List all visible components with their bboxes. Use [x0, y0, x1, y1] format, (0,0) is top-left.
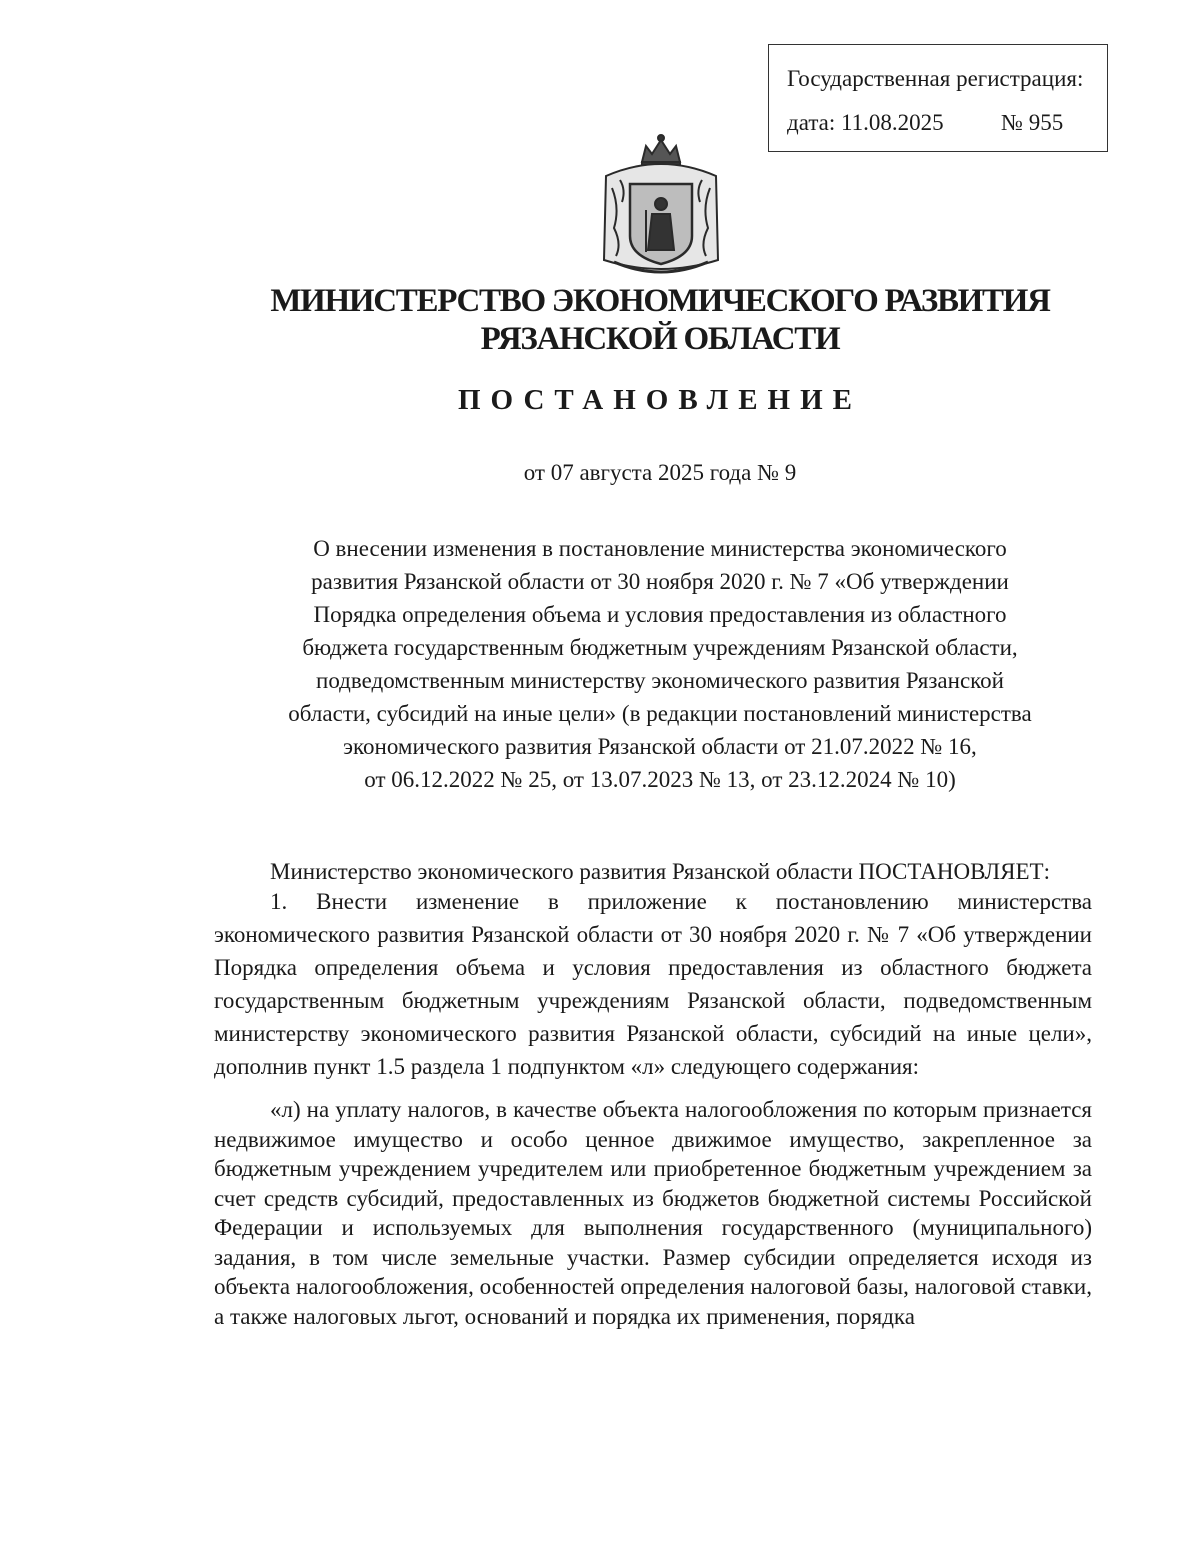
- subject-line: развития Рязанской области от 30 ноября 2020 г. № 7 «Об утверждении: [311, 569, 1009, 594]
- ministry-title: [150, 282, 1170, 358]
- subject-line: экономического развития Рязанской области от 21.07.2022 № 16,: [343, 734, 977, 759]
- registration-date: дата: 11.08.2025: [787, 110, 944, 135]
- document-date: от 07 августа 2025 года № 9: [523, 460, 797, 485]
- ministry-title-line-2: РЯЗАНСКОЙ ОБЛАСТИ: [480, 321, 840, 357]
- ministry-title-line-1: МИНИСТЕРСТВО ЭКОНОМИЧЕСКОГО РАЗВИТИЯ: [270, 283, 1050, 319]
- ryazan-coat-of-arms-icon: [586, 132, 736, 280]
- registration-title: Государственная регистрация:: [787, 66, 1084, 91]
- registration-stamp: [768, 44, 1108, 152]
- body-item-l-paragraph: «л) на уплату налогов, в качестве объекта налогообложения по которым признается недвижимое имущество и особо ценное движимое имущество, закрепленное за бюджетным учреждением учредителем или приобретенное бюджетным учреждением за счет средств субсидий, предоставленных из бюджетов бюджетной системы Российской Федерации и используемых для выполнения государственного (муниципального) задания, в том числе земельные участки. Размер субсидии определяется исходя из объекта налогообложения, особенностей определения налоговой базы, налоговой ставки, а также налоговых льгот, оснований и порядка их применения, порядка: [214, 1097, 1092, 1329]
- subject-line: О внесении изменения в постановление министерства экономического: [313, 536, 1007, 561]
- body-item-1-paragraph: 1. Внести изменение в приложение к постановлению министерства экономического развития Рязанской области от 30 ноября 2020 г. № 7 «Об утверждении Порядка определения объема и условия предоставления из областного бюджета государственным бюджетным учреждениям Рязанской области, подведомственным министерству экономического развития Рязанской области, субсидий на иные цели», дополнив пункт 1.5 раздела 1 подпунктом «л» следующего содержания:: [214, 889, 1092, 1079]
- registration-number: № 955: [1001, 110, 1064, 135]
- document-type: ПОСТАНОВЛЕНИЕ: [457, 384, 862, 416]
- subject-line: подведомственным министерству экономического развития Рязанской: [316, 668, 1004, 693]
- document-body: [214, 858, 1092, 1331]
- subject-line: бюджета государственным бюджетным учреждениям Рязанской области,: [302, 635, 1018, 660]
- subject-line: области, субсидий на иные цели» (в редакции постановлений министерства: [288, 701, 1032, 726]
- document-subject: [150, 532, 1170, 796]
- subject-line: от 06.12.2022 № 25, от 13.07.2023 № 13, от 23.12.2024 № 10): [364, 767, 956, 792]
- body-intro-paragraph: Министерство экономического развития Рязанской области ПОСТАНОВЛЯЕТ:: [270, 859, 1050, 884]
- subject-line: Порядка определения объема и условия предоставления из областного: [313, 602, 1007, 627]
